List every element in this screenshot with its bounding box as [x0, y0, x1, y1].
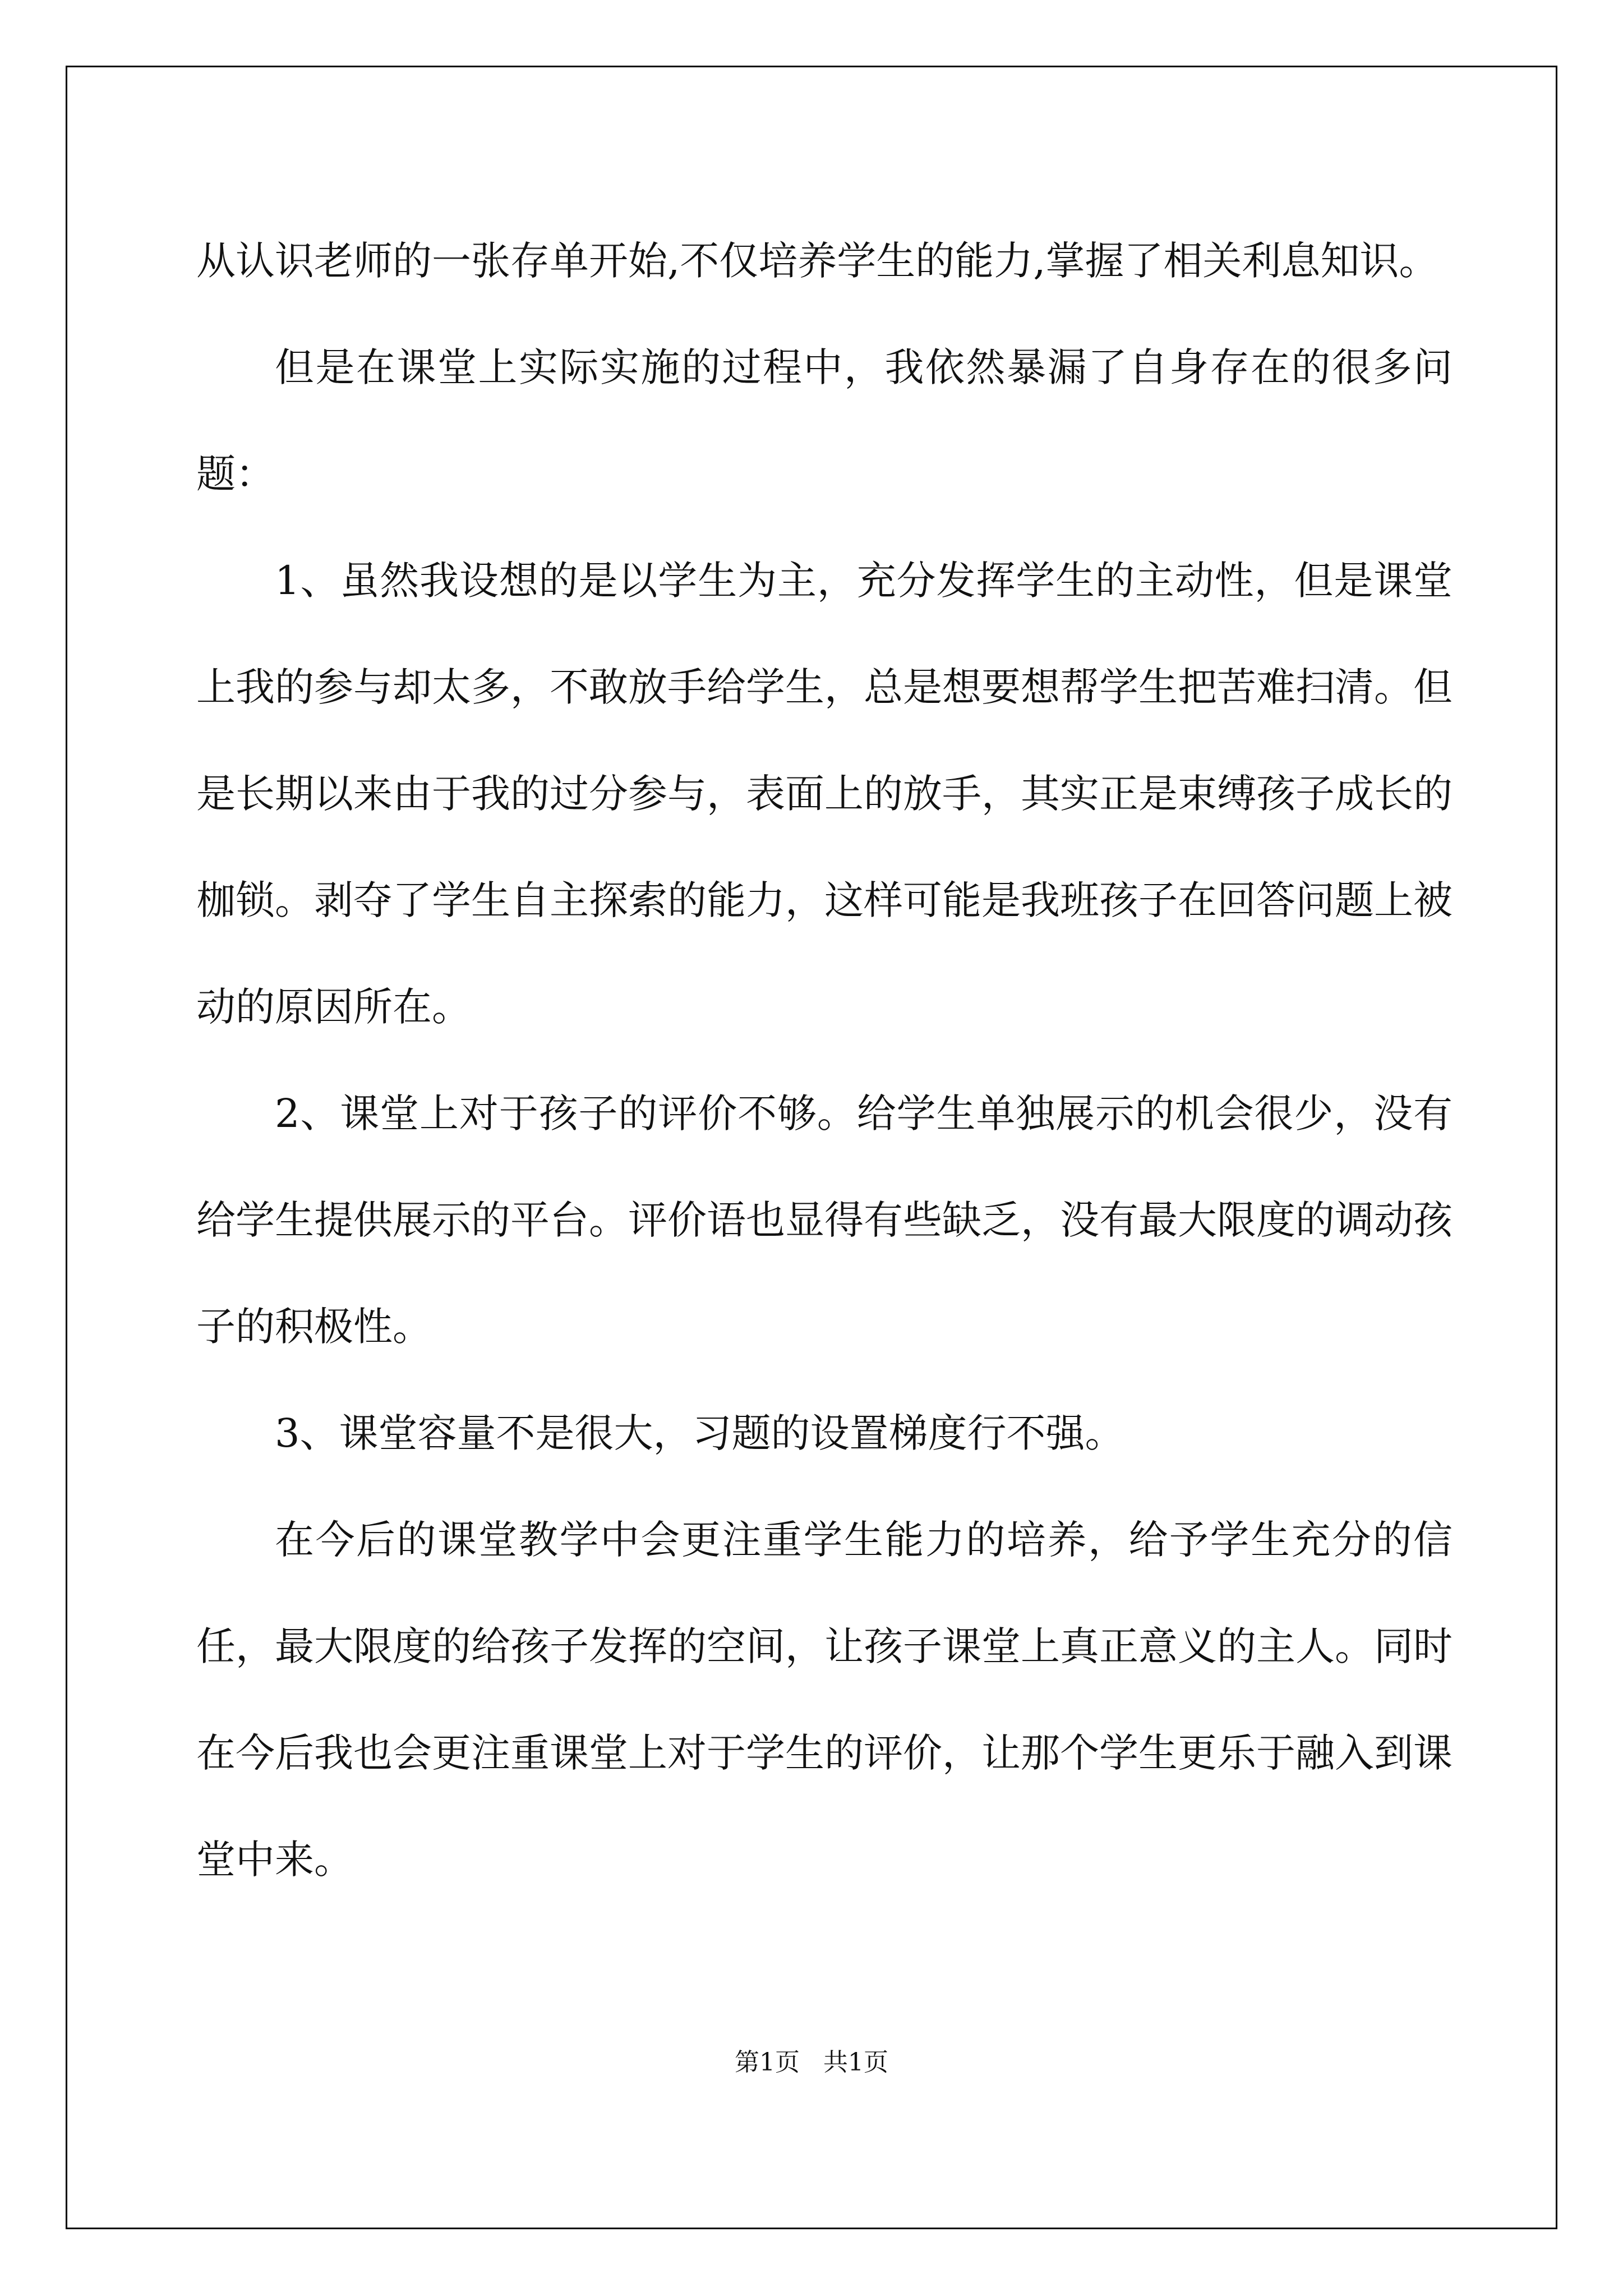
- page-number-footer: 第1页 共1页: [735, 2048, 888, 2077]
- paragraph-3: 1、虽然我设想的是以学生为主，充分发挥学生的主动性，但是课堂上我的参与却太多，不敢放手给学生，总是想要想帮学生把苦难扫清。但是长期以来由于我的过分参与，表面上的放手，其实正是束缚孩子成长的枷锁。剥夺了学生自主探索的能力，这样可能是我班孩子在回答问题上被动的原因所在。: [196, 558, 1453, 1030]
- paragraph-4: 2、课堂上对于孩子的评价不够。给学生单独展示的机会很少，没有给学生提供展示的平台。评价语也显得有些缺乏，没有最大限度的调动孩子的积极性。: [196, 1091, 1453, 1350]
- paragraph-6: 在今后的课堂教学中会更注重学生能力的培养，给予学生充分的信任，最大限度的给孩子发挥的空间，让孩子课堂上真正意义的主人。同时在今后我也会更注重课堂上对于学生的评价，让那个学生更乐于融入到课堂中来。: [196, 1517, 1453, 1883]
- document-body: [196, 208, 1453, 1913]
- paragraph-5: 3、课堂容量不是很大，习题的设置梯度行不强。: [275, 1410, 1124, 1456]
- paragraph-2: 但是在课堂上实际实施的过程中，我依然暴漏了自身存在的很多问题：: [196, 344, 1453, 497]
- paragraph-1: 从认识老师的一张存单开始,不仅培养学生的能力,掌握了相关利息知识。: [196, 238, 1438, 284]
